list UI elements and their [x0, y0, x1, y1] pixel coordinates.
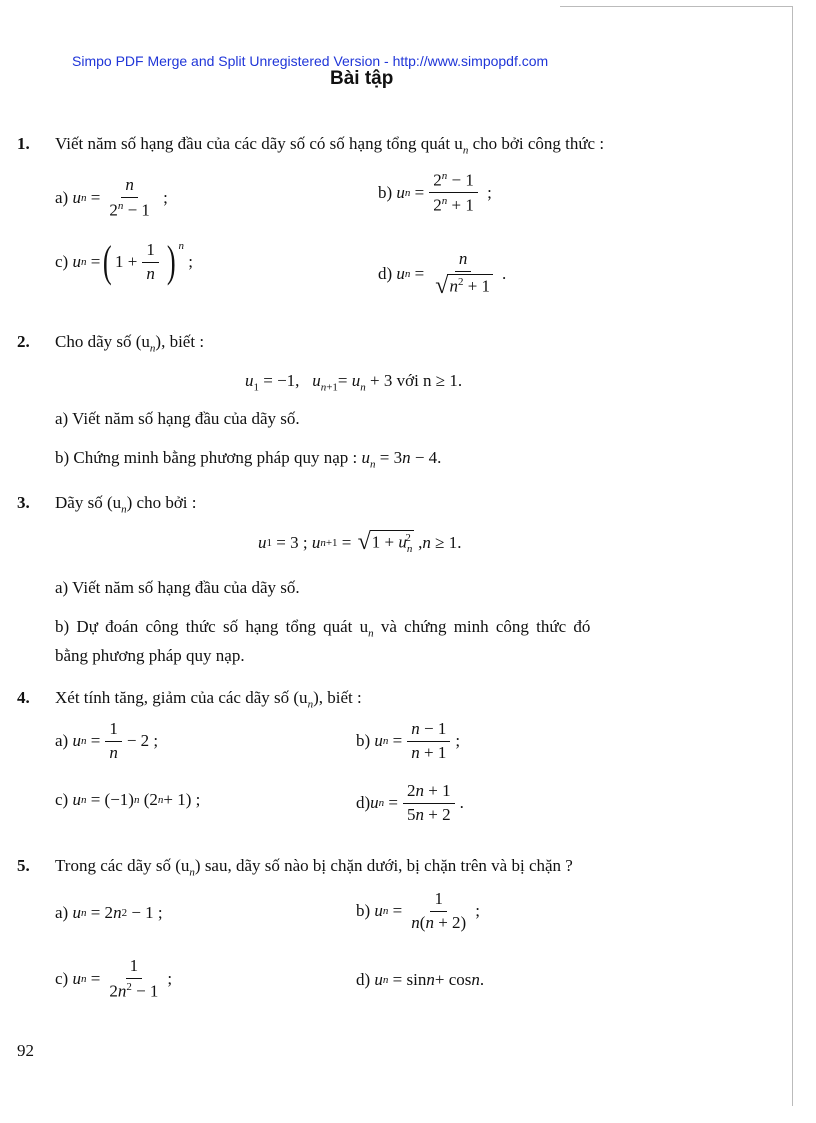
exercise-5d-formula: d) u n = sin n + cos n .: [356, 970, 485, 989]
exercise-5-number: 5.: [17, 856, 30, 875]
page-edge-right: [792, 6, 793, 1106]
exercise-4c-label: c): [55, 790, 69, 809]
exercise-5c-formula: c) u n = $\frac{1}{2n^2 - 1}$ ;: [55, 956, 173, 1001]
exercise-5-text: Trong các dãy số $(u_n)$ sau, dãy số nào bị chặn dưới, bị chặn trên và bị chặn ?: [55, 856, 573, 879]
exercise-4d-label: d): [356, 793, 371, 813]
exercise-2-condition: với n ≥ 1.: [392, 371, 463, 390]
exercise-3-text-end: ) cho bởi :: [126, 493, 197, 512]
exercise-5-text-end: ) sau, dãy số nào bị chặn dưới, bị chặn trên và bị chặn ?: [194, 856, 573, 875]
exercise-1d-formula: d) u n = n √ $n^2 + 1$ .: [378, 249, 507, 299]
exercise-1a-formula: a) u n = $\frac{n}{2^n - 1}$ ;: [55, 175, 168, 220]
exercise-2-text: Cho dãy số $(u_n)$, biết :: [55, 332, 205, 355]
exercise-4-text-start: Xét tính tăng, giảm của các dãy số (u: [55, 688, 308, 707]
exercise-3a-text: a) Viết năm số hạng đầu của dãy số.: [55, 578, 300, 597]
exercise-4a-formula: a) u n = $\frac{1}{n}$ − 2 ;: [55, 719, 159, 762]
exercise-4c-formula: c) u n = (−1) n (2 n + 1) ;: [55, 790, 201, 809]
exercise-4b-label: b): [356, 731, 371, 751]
exercise-3-text: Dãy số $(u_n)$ cho bởi :: [55, 493, 197, 516]
exercise-1-text: Viết năm số hạng đầu của các dãy số có số hạng tổng quát $u_n$ cho bởi công thức :: [55, 134, 605, 157]
exercise-3-text-start: Dãy số (u: [55, 493, 122, 512]
exercise-5b-label: b): [356, 901, 371, 921]
exercise-2a-text: a) Viết năm số hạng đầu của dãy số.: [55, 409, 300, 428]
exercise-1b-formula: b) u n = $\frac{2^n - 1}{2^n + 1}$ ;: [378, 170, 492, 215]
watermark-text[interactable]: Simpo PDF Merge and Split Unregistered Version - http://www.simpopdf.com: [72, 53, 549, 69]
exercise-1-number: 1.: [17, 134, 30, 153]
exercise-5-text-start: Trong các dãy số (u: [55, 856, 190, 875]
page-number: 92: [17, 1041, 34, 1060]
page-title: Bài tập: [330, 68, 394, 89]
page-edge-top: [560, 6, 792, 7]
exercise-2-recurrence: $u_1 = -1$, $u_{n+1}= u_n + 3$ với n ≥ 1.: [245, 371, 463, 394]
exercise-3b-text-line2: bằng phương pháp quy nạp.: [55, 646, 245, 665]
exercise-3-recurrence: u 1 = 3 ; u n+1 = √ $1 + u_n^2$ , n ≥ 1.: [258, 529, 462, 556]
exercise-4-text-end: ), biết :: [313, 688, 362, 707]
exercise-5c-label: c): [55, 969, 69, 989]
exercise-3b-text: b) Dự đoán công thức số hạng tổng quát $u_n$ và chứng minh công thức đó: [55, 617, 591, 640]
exercise-5d-label: d): [356, 970, 371, 989]
exercise-1a-label: a): [55, 188, 69, 208]
exercise-4-text: Xét tính tăng, giảm của các dãy số $(u_n)$, biết :: [55, 688, 362, 711]
exercise-5a-label: a): [55, 903, 69, 922]
exercise-1b-label: b): [378, 182, 393, 202]
exercise-3b-text-end: và chứng minh công thức đó: [373, 617, 591, 636]
exercise-1-text-main: Viết năm số hạng đầu của các dãy số có số hạng tổng quát u: [55, 134, 463, 153]
exercise-4d-formula: d) u n = $\frac{2n + 1}{5n + 2}$ .: [356, 781, 464, 824]
exercise-1-text-end: cho bởi công thức :: [468, 134, 605, 153]
exercise-4-number: 4.: [17, 688, 30, 707]
exercise-3b-text-main: b) Dự đoán công thức số hạng tổng quát u: [55, 617, 369, 636]
exercise-4b-formula: b) u n = $\frac{n - 1}{n + 1}$ ;: [356, 719, 461, 762]
exercise-2b-text-main: b) Chứng minh bằng phương pháp quy nạp :: [55, 448, 362, 467]
exercise-1c-formula: c) u n = ( 1 + $\frac{1}{n}$ ) $^n$ ;: [55, 237, 193, 286]
exercise-4a-label: a): [55, 731, 69, 751]
exercise-2-text-start: Cho dãy số (u: [55, 332, 150, 351]
exercise-5a-formula: a) u n = 2 n 2 − 1 ;: [55, 903, 163, 922]
exercise-1c-label: c): [55, 252, 69, 271]
exercise-2-text-end: ), biết :: [155, 332, 205, 351]
exercise-5b-formula: b) u n = $\frac{1}{n(n + 2)}$ ;: [356, 889, 480, 932]
exercise-1d-label: d): [378, 263, 393, 283]
exercise-2-number: 2.: [17, 332, 30, 351]
exercise-3-number: 3.: [17, 493, 30, 512]
exercise-2b-text: b) Chứng minh bằng phương pháp quy nạp : $u_n = 3n - 4$.: [55, 448, 442, 471]
